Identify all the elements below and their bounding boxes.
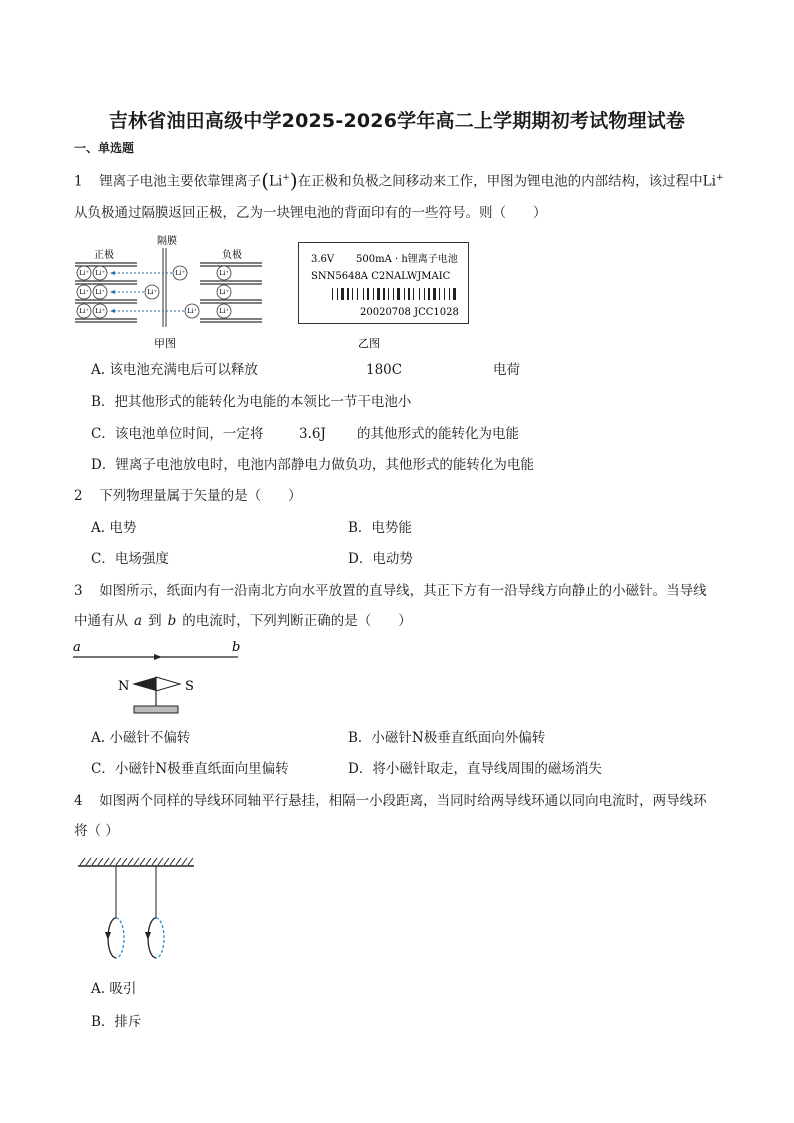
svg-text:Li⁺: Li⁺ — [79, 307, 89, 315]
question-3-line-2: 中通有从 a 到 b 的电流时，下列判断正确的是（ ） — [74, 613, 412, 629]
q3-option-a[interactable]: A. 小磁针不偏转 — [91, 730, 191, 746]
question-2 — [74, 481, 302, 511]
capacity-text: 500mA · h锂离子电池 — [356, 254, 458, 265]
point-b-label: b — [232, 640, 241, 655]
svg-text:Li⁺: Li⁺ — [219, 307, 229, 315]
q1-option-b[interactable]: B．把其他形式的能转化为电能的本领比一节干电池小 — [91, 394, 412, 410]
question-4-line-2: 将（ ） — [74, 823, 119, 839]
hanging-rings-figure — [74, 852, 200, 962]
wire-compass-figure — [70, 636, 250, 718]
question-number: 1 — [74, 173, 83, 190]
svg-text:Li⁺: Li⁺ — [147, 288, 157, 296]
page-title: 吉林省油田高级中学2025-2026学年高二上学期期初考试物理试卷 — [108, 110, 686, 132]
question-text: 锂离子电池主要依靠锂离子 — [99, 173, 262, 190]
battery-label-figure — [298, 242, 470, 352]
figure-caption-yi: 乙图 — [358, 337, 380, 350]
battery-structure-figure — [72, 232, 272, 352]
question-number: 3 — [74, 583, 83, 599]
q4-option-b[interactable]: B．排斥 — [91, 1014, 142, 1030]
q3-option-c[interactable]: C．小磁针N极垂直纸面向里偏转 — [91, 761, 289, 777]
q3-option-d[interactable]: D．将小磁针取走，直导线周围的磁场消失 — [348, 761, 602, 777]
negative-electrode-label: 负极 — [222, 250, 242, 261]
q1-option-a[interactable]: A. 该电池充满电后可以释放 180C 电荷 — [91, 362, 520, 378]
q2-option-c[interactable]: C．电场强度 — [91, 551, 169, 567]
svg-text:Li⁺: Li⁺ — [79, 288, 89, 296]
question-text: 下列物理量属于矢量的是（ ） — [99, 488, 302, 504]
question-1-line-1: 1 锂离子电池主要依靠锂离子(Li+)在正极和负极之间移动来工作，甲图为锂电池的内部结构，该过程中Li+ — [74, 168, 724, 193]
north-pole-label: N — [118, 679, 130, 694]
section-heading: 一、单选题 — [74, 141, 135, 155]
voltage-text: 3.6V — [311, 254, 335, 265]
question-1-line-2: 从负极通过隔膜返回正极，乙为一块锂电池的背面印有的一些符号。则（ ） — [74, 205, 547, 221]
question-number: 2 — [74, 488, 83, 504]
q2-option-a[interactable]: A. 电势 — [91, 520, 137, 536]
q4-option-a[interactable]: A. 吸引 — [91, 981, 137, 997]
question-4-line-1 — [74, 786, 707, 816]
svg-text:Li⁺: Li⁺ — [95, 288, 105, 296]
svg-text:Li⁺: Li⁺ — [219, 269, 229, 277]
svg-text:Li⁺: Li⁺ — [95, 307, 105, 315]
point-a-label: a — [73, 640, 81, 655]
serial-text: SNN5648A C2NALWJMAIC — [311, 271, 451, 282]
figure-caption-jia: 甲图 — [154, 337, 176, 350]
question-3-line-1 — [74, 576, 707, 606]
svg-text:Li⁺: Li⁺ — [219, 288, 229, 296]
svg-text:Li⁺: Li⁺ — [175, 269, 185, 277]
positive-electrode-label: 正极 — [94, 250, 114, 261]
south-pole-label: S — [185, 679, 194, 694]
date-code-text: 20020708 JCC1028 — [360, 307, 459, 318]
ion-symbol: Li — [269, 173, 283, 190]
separator-label: 隔膜 — [157, 236, 177, 247]
q3-option-b[interactable]: B．小磁针N极垂直纸面向外偏转 — [348, 730, 546, 746]
q2-option-b[interactable]: B．电势能 — [348, 520, 412, 536]
ion-symbol: Li — [702, 173, 716, 190]
question-text: 如图所示，纸面内有一沿南北方向水平放置的直导线，其正下方有一沿导线方向静止的小磁针。当导线 — [99, 583, 707, 599]
q2-option-d[interactable]: D．电动势 — [348, 551, 413, 567]
question-text: 如图两个同样的导线环同轴平行悬挂，相隔一小段距离，当同时给两导线环通以同向电流时，两导线环 — [99, 793, 707, 809]
q1-option-c[interactable]: C．该电池单位时间，一定将 3.6J 的其他形式的能转化为电能 — [91, 426, 519, 442]
question-text: 在正极和负极之间移动来工作，甲图为锂电池的内部结构，该过程中 — [297, 173, 703, 190]
svg-text:Li⁺: Li⁺ — [79, 269, 89, 277]
q1-option-d[interactable]: D．锂离子电池放电时，电池内部静电力做负功，其他形式的能转化为电能 — [91, 457, 534, 473]
svg-text:Li⁺: Li⁺ — [95, 269, 105, 277]
svg-text:Li⁺: Li⁺ — [187, 307, 197, 315]
question-number: 4 — [74, 793, 83, 809]
